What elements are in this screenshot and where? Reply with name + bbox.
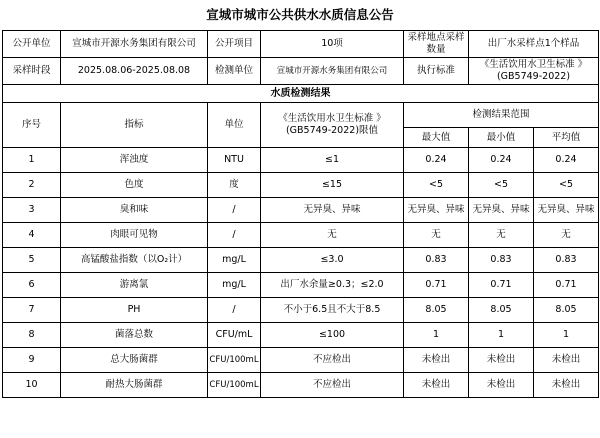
row-min: <5 — [469, 173, 534, 198]
row-max: 0.83 — [404, 248, 469, 273]
water-quality-table — [2, 30, 599, 398]
sampling-label: 采样地点采样数量 — [404, 31, 469, 58]
row-limit: ≤3.0 — [261, 248, 404, 273]
row-indicator: 游离氯 — [61, 273, 208, 298]
table-row — [3, 323, 599, 348]
table-row — [3, 298, 599, 323]
row-max: 0.24 — [404, 148, 469, 173]
row-unit: CFU/mL — [208, 323, 261, 348]
row-index: 6 — [3, 273, 61, 298]
table-row — [3, 198, 599, 223]
table-row — [3, 148, 599, 173]
row-min: 1 — [469, 323, 534, 348]
table-row — [3, 223, 599, 248]
row-unit: mg/L — [208, 273, 261, 298]
standard-value: 《生活饮用水卫生标准 》(GB5749-2022) — [469, 58, 599, 85]
row-unit: / — [208, 198, 261, 223]
row-unit: NTU — [208, 148, 261, 173]
section-row — [3, 85, 599, 103]
row-unit: CFU/100mL — [208, 373, 261, 398]
row-index: 2 — [3, 173, 61, 198]
period-value: 2025.08.06-2025.08.08 — [61, 58, 208, 85]
row-avg: <5 — [534, 173, 599, 198]
row-min: 8.05 — [469, 298, 534, 323]
row-min: 未检出 — [469, 348, 534, 373]
row-max: 1 — [404, 323, 469, 348]
row-indicator: 臭和味 — [61, 198, 208, 223]
row-indicator: 高锰酸盐指数（以O₂计） — [61, 248, 208, 273]
row-unit: 度 — [208, 173, 261, 198]
row-min: 0.71 — [469, 273, 534, 298]
period-label: 采样时段 — [3, 58, 61, 85]
info-row-2 — [3, 58, 599, 85]
row-indicator: 耐热大肠菌群 — [61, 373, 208, 398]
row-avg: 8.05 — [534, 298, 599, 323]
row-limit: ≤15 — [261, 173, 404, 198]
items-value: 10项 — [261, 31, 404, 58]
page-title: 宣城市城市公共供水水质信息公告 — [206, 7, 394, 22]
row-max: 未检出 — [404, 348, 469, 373]
row-avg: 0.24 — [534, 148, 599, 173]
row-unit: CFU/100mL — [208, 348, 261, 373]
header-min: 最小值 — [469, 128, 534, 148]
row-index: 4 — [3, 223, 61, 248]
row-index: 7 — [3, 298, 61, 323]
row-indicator: 菌落总数 — [61, 323, 208, 348]
row-max: <5 — [404, 173, 469, 198]
tester-value: 宣城市开源水务集团有限公司 — [261, 58, 404, 85]
row-min: 0.24 — [469, 148, 534, 173]
row-min: 未检出 — [469, 373, 534, 398]
header-indicator: 指标 — [61, 103, 208, 148]
items-label: 公开项目 — [208, 31, 261, 58]
header-index: 序号 — [3, 103, 61, 148]
table-row — [3, 348, 599, 373]
section-title: 水质检测结果 — [3, 85, 599, 103]
row-limit: 无异臭、异味 — [261, 198, 404, 223]
row-avg: 1 — [534, 323, 599, 348]
row-max: 0.71 — [404, 273, 469, 298]
row-index: 3 — [3, 198, 61, 223]
row-avg: 未检出 — [534, 348, 599, 373]
row-limit: 不小于6.5且不大于8.5 — [261, 298, 404, 323]
row-indicator: PH — [61, 298, 208, 323]
table-row — [3, 173, 599, 198]
row-indicator: 浑浊度 — [61, 148, 208, 173]
info-row-1 — [3, 31, 599, 58]
row-avg: 未检出 — [534, 373, 599, 398]
table-row — [3, 273, 599, 298]
row-limit: 不应检出 — [261, 348, 404, 373]
row-max: 未检出 — [404, 373, 469, 398]
row-indicator: 总大肠菌群 — [61, 348, 208, 373]
tester-label: 检测单位 — [208, 58, 261, 85]
row-max: 无异臭、异味 — [404, 198, 469, 223]
row-index: 10 — [3, 373, 61, 398]
publisher-label: 公开单位 — [3, 31, 61, 58]
sampling-value: 出厂水采样点1个样品 — [469, 31, 599, 58]
header-avg: 平均值 — [534, 128, 599, 148]
row-min: 无异臭、异味 — [469, 198, 534, 223]
row-unit: / — [208, 298, 261, 323]
header-limit: 《生活饮用水卫生标准 》(GB5749-2022)限值 — [261, 103, 404, 148]
row-limit: 不应检出 — [261, 373, 404, 398]
row-max: 无 — [404, 223, 469, 248]
row-min: 无 — [469, 223, 534, 248]
header-row-1 — [3, 103, 599, 128]
row-limit: 出厂水余量≥0.3；≤2.0 — [261, 273, 404, 298]
row-limit: ≤100 — [261, 323, 404, 348]
row-index: 8 — [3, 323, 61, 348]
row-indicator: 肉眼可见物 — [61, 223, 208, 248]
table-row — [3, 248, 599, 273]
row-unit: mg/L — [208, 248, 261, 273]
row-avg: 无异臭、异味 — [534, 198, 599, 223]
row-indicator: 色度 — [61, 173, 208, 198]
row-unit: / — [208, 223, 261, 248]
publisher-value: 宣城市开源水务集团有限公司 — [61, 31, 208, 58]
header-range: 检测结果范围 — [404, 103, 599, 128]
row-limit: ≤1 — [261, 148, 404, 173]
standard-label: 执行标准 — [404, 58, 469, 85]
row-index: 1 — [3, 148, 61, 173]
header-max: 最大值 — [404, 128, 469, 148]
header-unit: 单位 — [208, 103, 261, 148]
row-avg: 0.83 — [534, 248, 599, 273]
row-avg: 0.71 — [534, 273, 599, 298]
row-index: 5 — [3, 248, 61, 273]
row-avg: 无 — [534, 223, 599, 248]
row-index: 9 — [3, 348, 61, 373]
row-min: 0.83 — [469, 248, 534, 273]
row-max: 8.05 — [404, 298, 469, 323]
table-row — [3, 373, 599, 398]
row-limit: 无 — [261, 223, 404, 248]
